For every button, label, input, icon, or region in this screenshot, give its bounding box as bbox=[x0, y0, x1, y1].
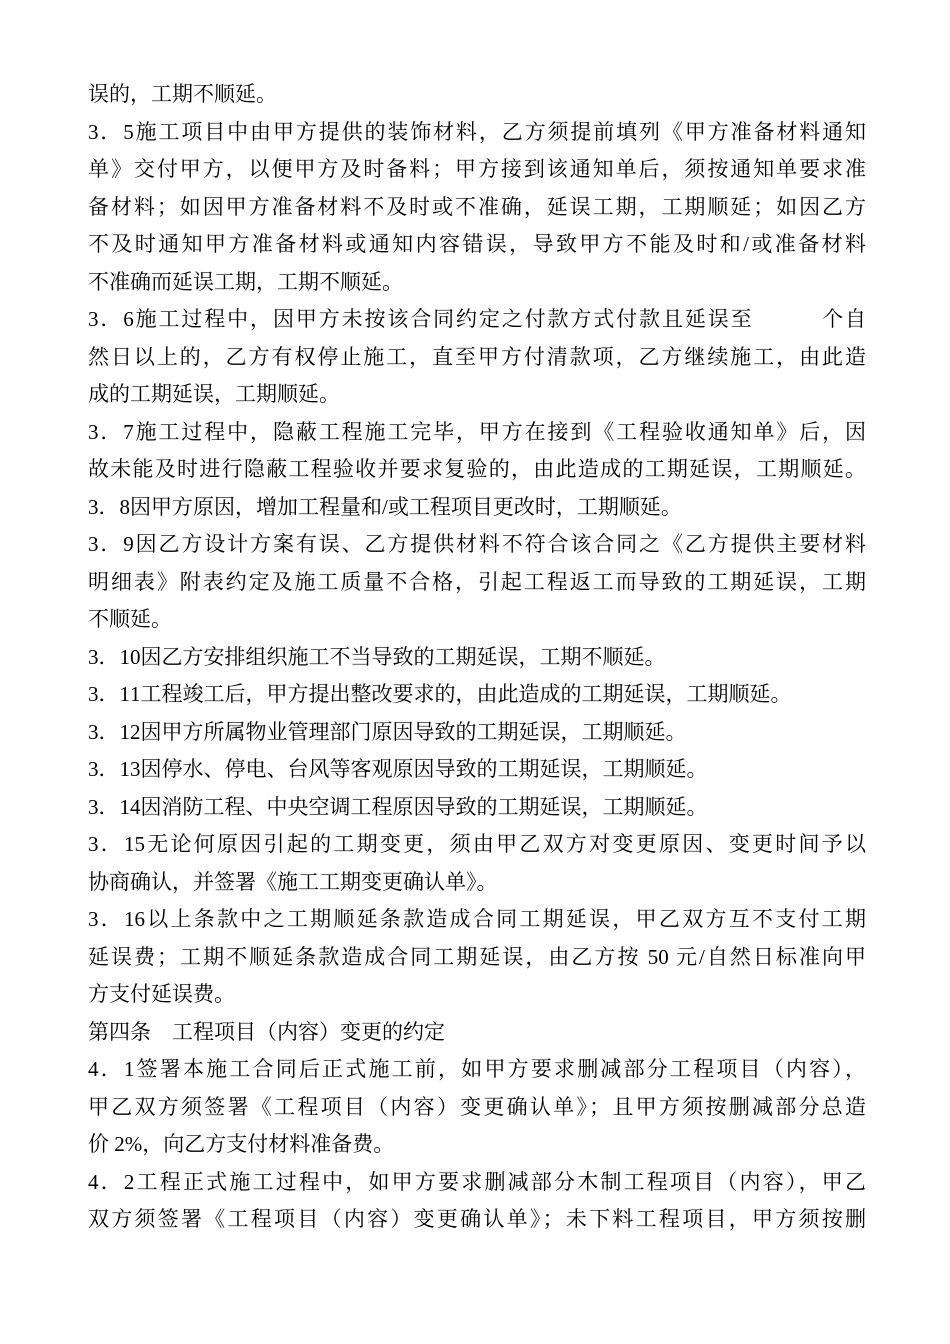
document-line: 3．5施工项目中由甲方提供的装饰材料，乙方须提前填列《甲方准备材料通知 bbox=[88, 119, 866, 144]
document-line: 3．12因甲方所属物业管理部门原因导致的工期延误，工期顺延。 bbox=[88, 719, 687, 744]
document-line: 3．16以上条款中之工期顺延条款造成合同工期延误，甲乙双方互不支付工期 bbox=[88, 907, 866, 931]
document-line: 3．15无论何原因引起的工期变更，须由甲乙双方对变更原因、变更时间予以 bbox=[88, 832, 866, 856]
document-line: 不及时通知甲方准备材料或通知内容错误，导致甲方不能及时和/或准备材料 bbox=[88, 232, 866, 256]
document-line: 明细表》附表约定及施工质量不合格，引起工程返工而导致的工期延误，工期 bbox=[88, 569, 866, 594]
document-line: 故未能及时进行隐蔽工程验收并要求复验的，由此造成的工期延误，工期顺延。 bbox=[88, 457, 866, 481]
document-line: 3．6施工过程中，因甲方未按该合同约定之付款方式付款且延误至 个自 bbox=[88, 307, 866, 331]
document-line: 甲乙双方须签署《工程项目（内容）变更确认单》；且甲方须按删减部分总造 bbox=[88, 1094, 866, 1119]
document-body bbox=[88, 76, 866, 1239]
document-line: 3．13因停水、停电、台风等客观原因导致的工期延误，工期顺延。 bbox=[88, 757, 708, 781]
document-line: 单》交付甲方，以便甲方及时备料；甲方接到该通知单后，须按通知单要求准 bbox=[88, 157, 866, 181]
document-line: 3．8因甲方原因，增加工程量和/或工程项目更改时，工期顺延。 bbox=[88, 494, 682, 519]
document-line: 4．1签署本施工合同后正式施工前，如甲方要求删减部分工程项目（内容）， bbox=[88, 1057, 866, 1081]
document-line: 价 2%，向乙方支付材料准备费。 bbox=[88, 1132, 395, 1156]
document-line: 备材料；如因甲方准备材料不及时或不准确，延误工期，工期顺延；如因乙方 bbox=[88, 194, 866, 219]
document-line: 双方须签署《工程项目（内容）变更确认单》；未下料工程项目，甲方须按删 bbox=[88, 1207, 866, 1231]
document-line: 3．10因乙方安排组织施工不当导致的工期延误，工期不顺延。 bbox=[88, 644, 666, 669]
document-line: 成的工期延误，工期顺延。 bbox=[88, 382, 340, 406]
document-line: 协商确认，并签署《施工工期变更确认单》。 bbox=[88, 869, 498, 894]
document-line: 3．7施工过程中，隐蔽工程施工完毕，甲方在接到《工程验收通知单》后，因 bbox=[88, 419, 866, 444]
document-line: 延误费；工期不顺延条款造成合同工期延误，由乙方按 50 元/自然日标准向甲 bbox=[88, 944, 866, 969]
document-line: 不准确而延误工期，工期不顺延。 bbox=[88, 269, 403, 294]
document-line: 3．14因消防工程、中央空调工程原因导致的工期延误，工期顺延。 bbox=[88, 794, 708, 819]
document-line: 误的，工期不顺延。 bbox=[88, 82, 277, 106]
document-line: 第四条 工程项目（内容）变更的约定 bbox=[88, 1019, 445, 1044]
document-line: 不顺延。 bbox=[88, 607, 172, 631]
document-line: 4．2工程正式施工过程中，如甲方要求删减部分木制工程项目（内容），甲乙 bbox=[88, 1169, 866, 1194]
document-line: 3．9因乙方设计方案有误、乙方提供材料不符合该合同之《乙方提供主要材料 bbox=[88, 532, 866, 556]
document-line: 3．11工程竣工后，甲方提出整改要求的，由此造成的工期延误，工期顺延。 bbox=[88, 682, 792, 706]
document-line: 方支付延误费。 bbox=[88, 982, 235, 1006]
document-line: 然日以上的，乙方有权停止施工，直至甲方付清款项，乙方继续施工，由此造 bbox=[88, 344, 866, 369]
